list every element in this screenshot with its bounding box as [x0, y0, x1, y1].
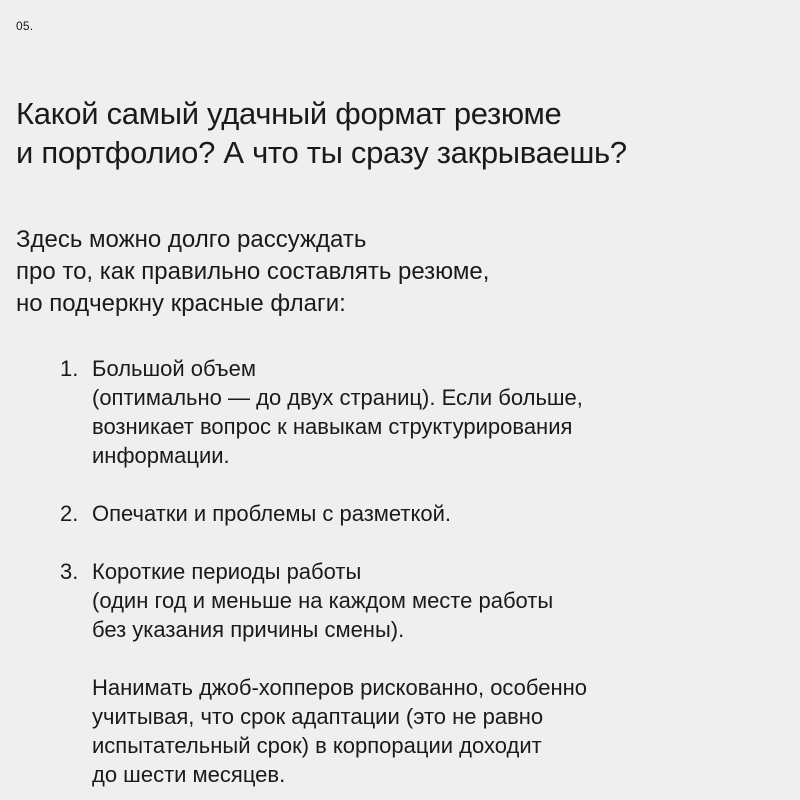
- list-item-note-line: до шести месяцев.: [92, 762, 286, 787]
- list-item-line: Опечатки и проблемы с разметкой.: [92, 501, 452, 526]
- red-flags-list: [60, 354, 780, 789]
- list-item-number: 1.: [60, 356, 79, 381]
- intro-line: но подчеркну красные флаги:: [16, 290, 346, 317]
- list-item-note-line: учитывая, что срок адаптации (это не равно: [92, 704, 544, 729]
- intro-line: про то, как правильно составлять резюме,: [16, 258, 490, 285]
- intro-line: Здесь можно долго рассуждать: [16, 226, 367, 253]
- list-item: [60, 354, 780, 470]
- title-line: и портфолио? А что ты сразу закрываешь?: [16, 135, 627, 170]
- list-item-line: информации.: [92, 443, 230, 468]
- page-title: [16, 94, 786, 172]
- list-item: [60, 557, 780, 789]
- list-item-line: Большой объем: [92, 356, 256, 381]
- list-item-number: 2.: [60, 501, 79, 526]
- intro-paragraph: [16, 224, 786, 320]
- list-item-note-line: испытательный срок) в корпорации доходит: [92, 733, 542, 758]
- list-item-note-line: Нанимать джоб-хопперов рискованно, особенно: [92, 675, 588, 700]
- list-item-note: [92, 673, 780, 789]
- list-item-number: 3.: [60, 559, 79, 584]
- title-line: Какой самый удачный формат резюме: [16, 96, 562, 131]
- list-item-line: Короткие периоды работы: [92, 559, 362, 584]
- list-item: [60, 499, 780, 528]
- page-number: 05.: [16, 19, 34, 33]
- list-item-line: (оптимально — до двух страниц). Если больше,: [92, 385, 583, 410]
- list-item-line: возникает вопрос к навыкам структурирования: [92, 414, 573, 439]
- list-item-line: (один год и меньше на каждом месте работы: [92, 588, 554, 613]
- list-item-line: без указания причины смены).: [92, 617, 405, 642]
